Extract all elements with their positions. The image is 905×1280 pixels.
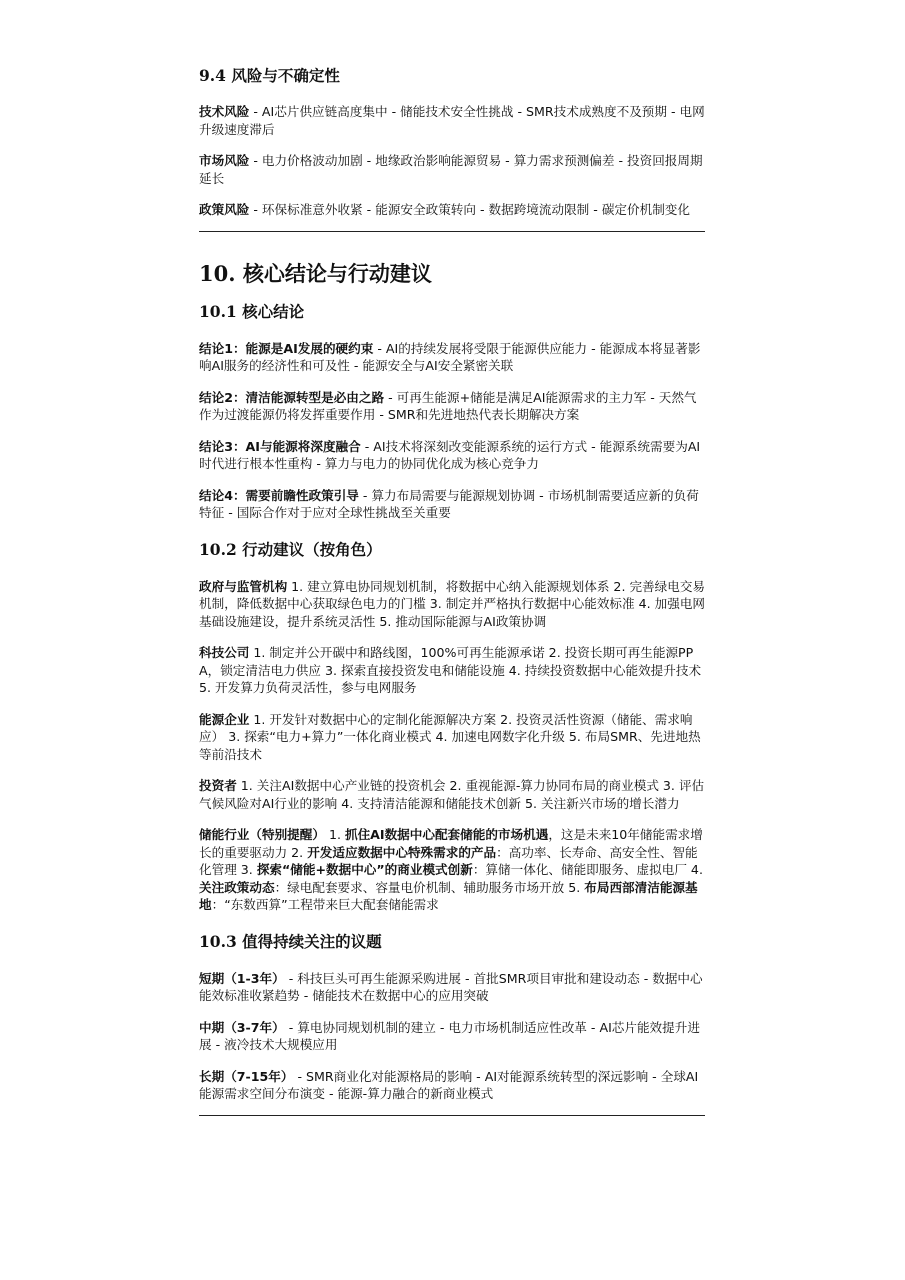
section-9-4-heading: 9.4 风险与不确定性 — [199, 66, 340, 85]
conclusion-item-3 — [199, 438, 705, 473]
item-label: 政府与监管机构 — [199, 578, 288, 594]
risk-item-tech — [199, 103, 705, 138]
section-10-2-heading: 10.2 行动建议（按角色） — [199, 539, 382, 559]
conclusion-item-2 — [199, 389, 705, 424]
item-label: 结论3：AI与能源将深度融合 — [199, 438, 361, 454]
item-emphasis: 布局西部清洁能源基地 — [199, 879, 698, 912]
item-text: - AI技术将深刻改变能源系统的运行方式 - 能源系统需要为AI时代进行根本性重构 - 算力与电力的协同优化成为核心竞争力 — [199, 438, 701, 471]
item-label: 结论4：需要前瞻性政策引导 — [199, 487, 359, 503]
risk-item-market — [199, 152, 705, 187]
item-text: - 环保标准意外收紧 - 能源安全政策转向 - 数据跨境流动限制 - 碳定价机制变化 — [249, 202, 690, 217]
item-text: - AI芯片供应链高度集中 - 储能技术安全性挑战 - SMR技术成熟度不及预期 - 电网升级速度滞后 — [199, 104, 705, 137]
item-emphasis: 开发适应数据中心特殊需求的产品 — [307, 844, 497, 860]
item-label: 结论2：清洁能源转型是必由之路 — [199, 389, 385, 405]
item-label: 长期（7-15年） — [199, 1068, 294, 1084]
item-text: ：高功率、长寿命、高安全性、智能化管理 3. — [199, 844, 698, 877]
item-emphasis: 抓住AI数据中心配套储能的市场机遇 — [344, 827, 549, 842]
item-label: 结论1：能源是AI发展的硬约束 — [199, 340, 374, 356]
item-text: ：“东数西算”工程带来巨大配套储能需求 — [211, 897, 439, 912]
chapter-10-heading: 10. 核心结论与行动建议 — [199, 260, 432, 286]
watch-item-mid-term — [199, 1019, 705, 1054]
item-label: 储能行业（特别提醒） — [199, 827, 325, 842]
item-text: 1. 开发针对数据中心的定制化能源解决方案 2. 投资灵活性资源（储能、需求响应） 3. 探索“电力+算力”一体化商业模式 4. 加速电网数字化升级 5. 布局SMR、先进地热等前沿技术 — [199, 711, 701, 762]
action-item-investors — [199, 777, 705, 812]
action-item-tech-companies — [199, 644, 705, 697]
watch-item-short-term — [199, 970, 705, 1005]
document-page — [199, 66, 705, 1116]
section-10-3-heading: 10.3 值得持续关注的议题 — [199, 931, 382, 951]
item-emphasis: 探索“储能+数据中心”的商业模式创新 — [256, 862, 473, 877]
item-label: 市场风险 — [199, 153, 250, 168]
action-item-energy-companies — [199, 711, 705, 764]
item-text: 1. 建立算电协同规划机制，将数据中心纳入能源规划体系 2. 完善绿电交易机制，降低数据中心获取绿色电力的门槛 3. 制定并严格执行数据中心能效标准 4. 加强电网基础设施建设，提升系统灵活性 5. 推动国际能源与AI政策协调 — [199, 578, 706, 629]
risk-item-policy — [199, 201, 705, 219]
item-label: 科技公司 — [199, 645, 250, 660]
item-label: 技术风险 — [199, 104, 250, 119]
item-label: 投资者 — [199, 778, 237, 793]
item-label: 短期（1-3年） — [199, 970, 285, 986]
item-label: 中期（3-7年） — [199, 1019, 285, 1035]
action-item-government — [199, 578, 705, 631]
item-text: 1. 制定并公开碳中和路线图，100%可再生能源承诺 2. 投资长期可再生能源PPA，锁定清洁电力供应 3. 探索直接投资发电和储能设施 4. 持续投资数据中心能效提升技术 5. 开发算力负荷灵活性，参与电网服务 — [199, 645, 702, 695]
item-text: - 算力布局需要与能源规划协调 - 市场机制需要适应新的负荷特征 - 国际合作对于应对全球性挑战至关重要 — [199, 487, 699, 520]
conclusion-item-4 — [199, 487, 705, 522]
item-text: 1. — [324, 827, 345, 842]
watch-item-long-term — [199, 1068, 705, 1103]
item-text: ：绿电配套要求、容量电价机制、辅助服务市场开放 5. — [274, 879, 585, 895]
item-text: 1. 关注AI数据中心产业链的投资机会 2. 重视能源-算力协同布局的商业模式 3. 评估气候风险对AI行业的影响 4. 支持清洁能源和储能技术创新 5. 关注新兴市场的增长潜力 — [199, 778, 705, 811]
item-emphasis: 关注政策动态 — [199, 879, 275, 895]
item-text: - 算电协同规划机制的建立 - 电力市场机制适应性改革 - AI芯片能效提升进展 - 液冷技术大规模应用 — [199, 1019, 700, 1052]
item-text: ，这是未来10年储能需求增长的重要驱动力 2. — [199, 827, 703, 860]
item-text: - AI的持续发展将受限于能源供应能力 - 能源成本将显著影响AI服务的经济性和可及性 - 能源安全与AI安全紧密关联 — [199, 340, 701, 373]
item-label: 能源企业 — [199, 711, 250, 727]
item-text: - 电力价格波动加剧 - 地缘政治影响能源贸易 - 算力需求预测偏差 - 投资回报周期延长 — [199, 153, 703, 186]
divider — [199, 1115, 705, 1116]
item-text: - SMR商业化对能源格局的影响 - AI对能源系统转型的深远影响 - 全球AI能源需求空间分布演变 - 能源-算力融合的新商业模式 — [199, 1068, 699, 1101]
conclusion-item-1 — [199, 340, 705, 375]
item-text: - 科技巨头可再生能源采购进展 - 首批SMR项目审批和建设动态 - 数据中心能效标准收紧趋势 - 储能技术在数据中心的应用突破 — [199, 970, 703, 1003]
item-text: ：算储一体化、储能即服务、虚拟电厂 4. — [472, 862, 703, 877]
item-label: 政策风险 — [199, 202, 250, 217]
section-10-1-heading: 10.1 核心结论 — [199, 301, 305, 321]
item-text: - 可再生能源+储能是满足AI能源需求的主力军 - 天然气作为过渡能源仍将发挥重要作用 - SMR和先进地热代表长期解决方案 — [199, 389, 697, 422]
action-item-storage-industry — [199, 826, 705, 914]
